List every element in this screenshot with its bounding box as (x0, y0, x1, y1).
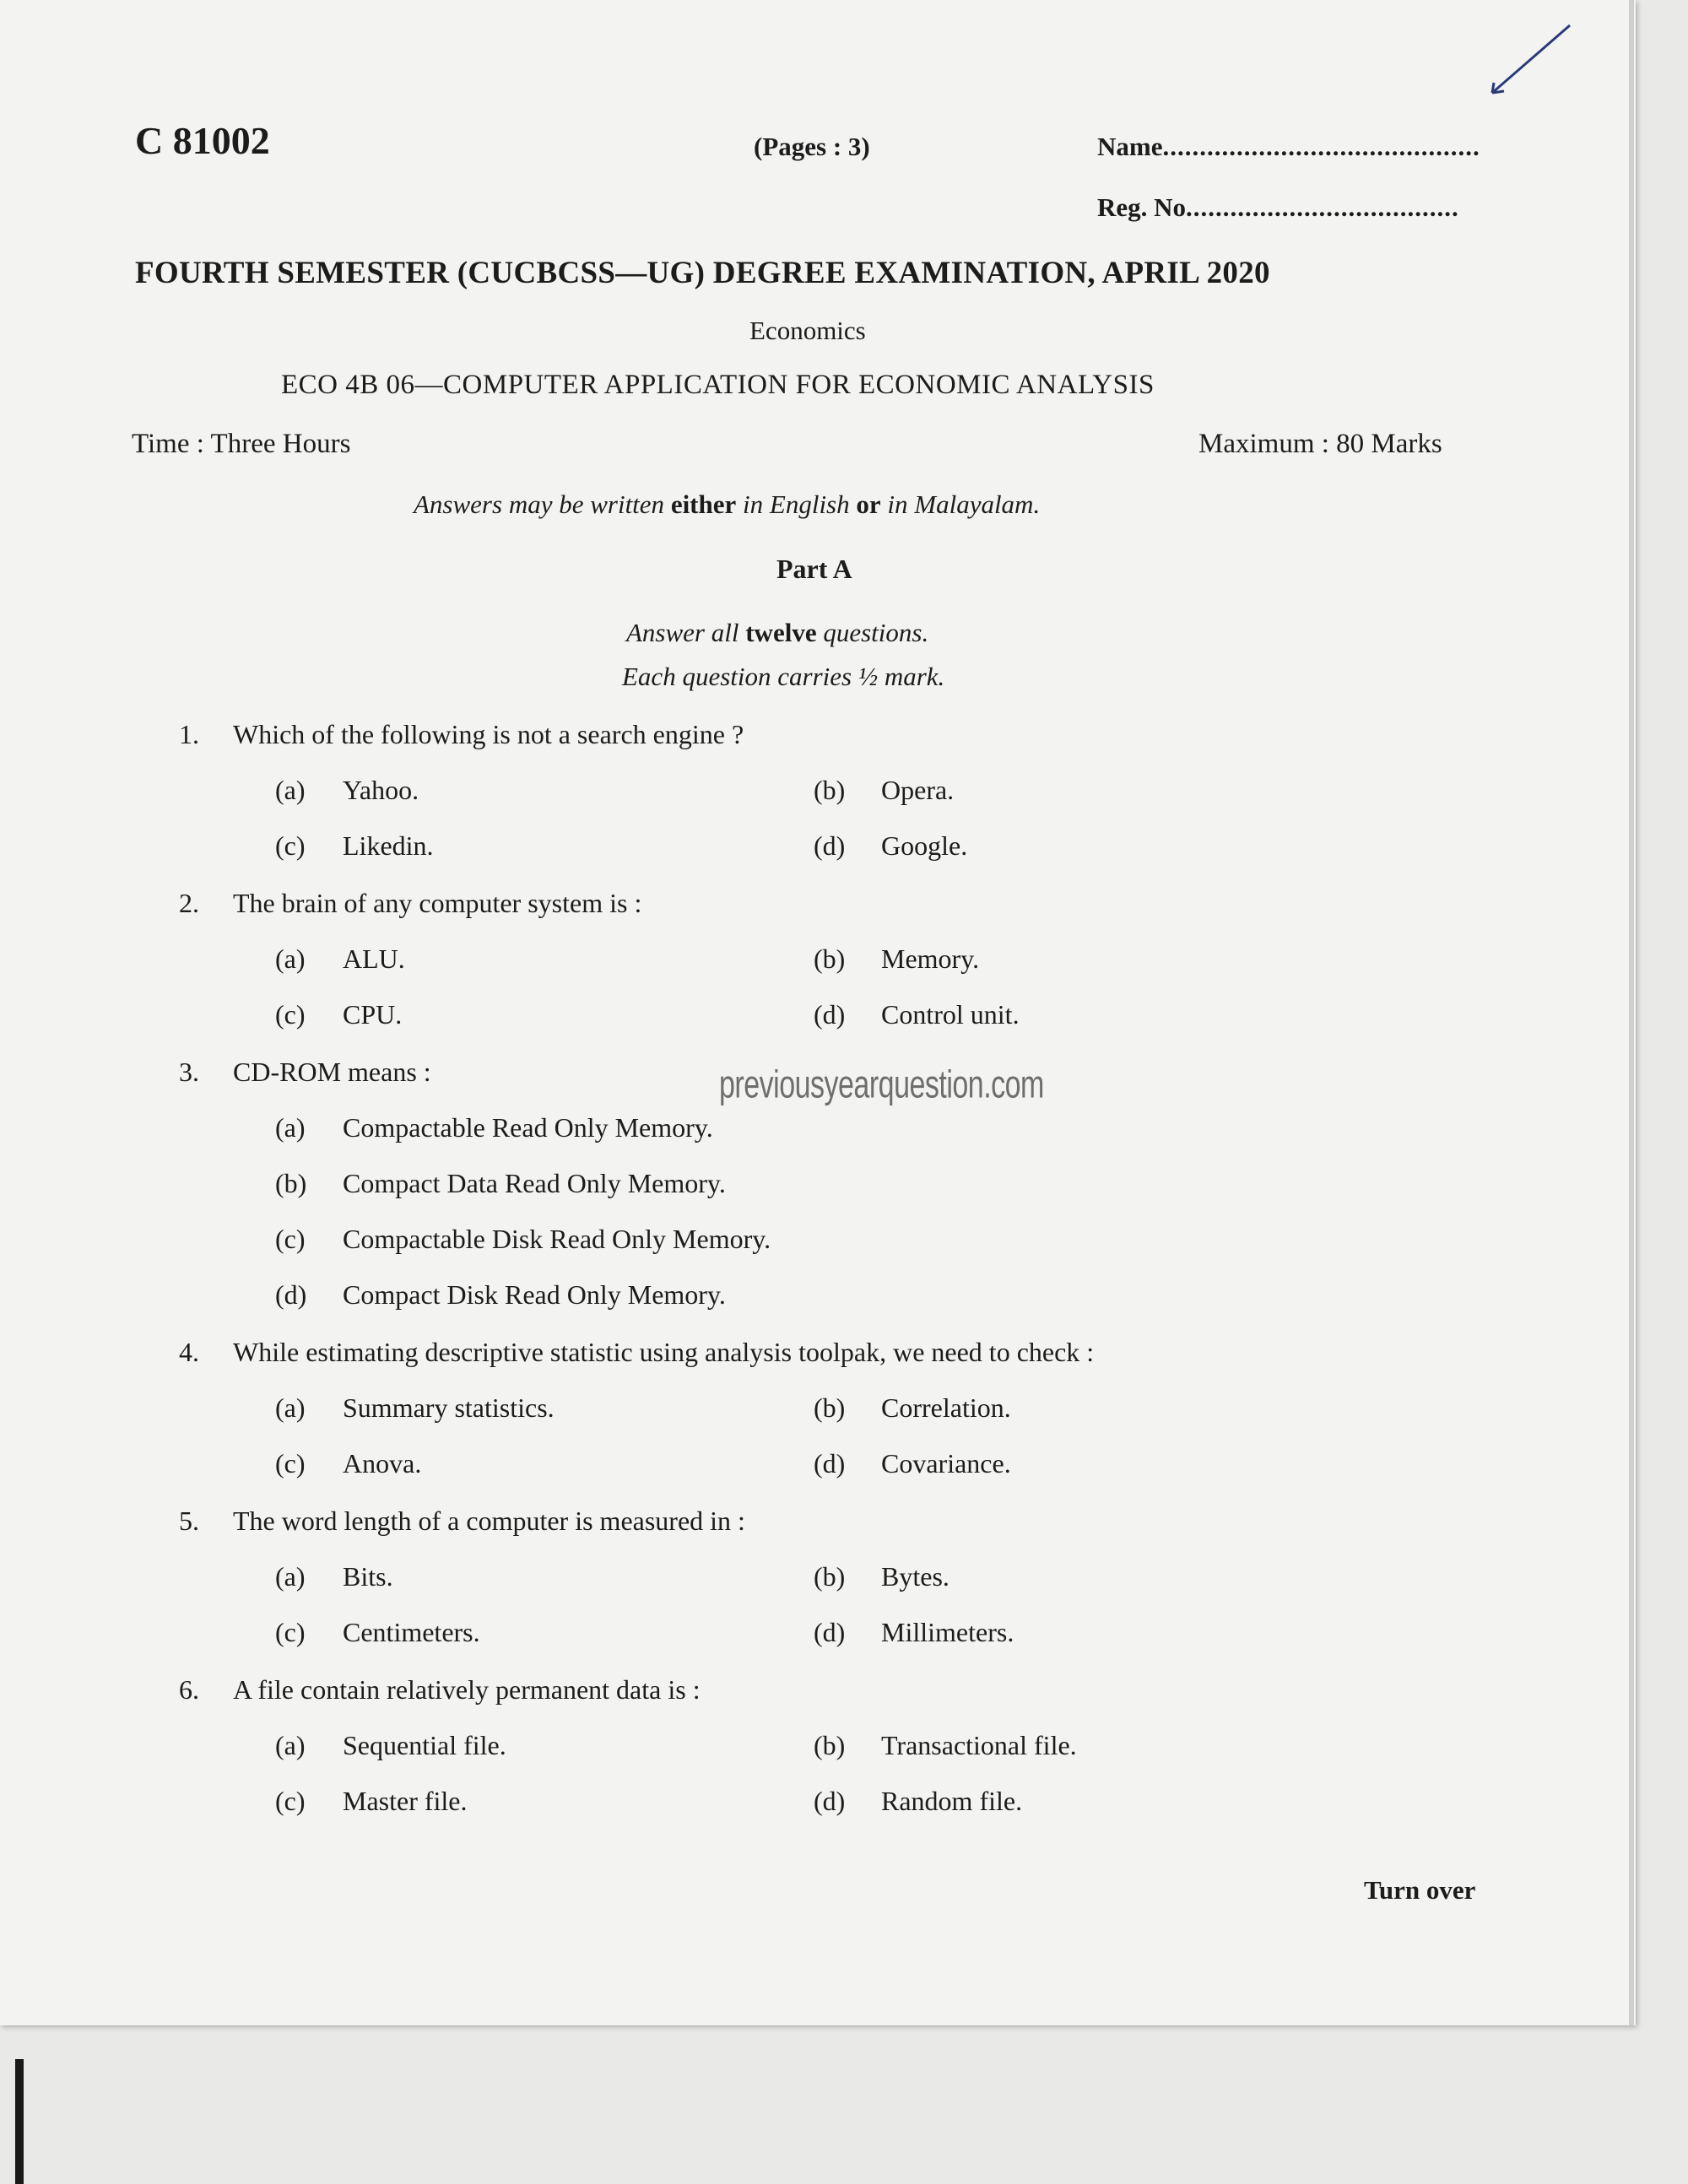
paper-title: ECO 4B 06—COMPUTER APPLICATION FOR ECONOMIC ANALYSIS (281, 370, 1155, 400)
q1-option-b: (b) Opera. (814, 775, 955, 805)
q3-option-c: (c) Compactable Disk Read Only Memory. (275, 1224, 771, 1254)
part-a-heading: Part A (776, 554, 852, 584)
q5-option-b: (b) Bytes. (814, 1561, 950, 1592)
subject: Economics (749, 316, 866, 345)
q2-option-a: (a) ALU. (275, 943, 405, 974)
reg-no-label: Reg. No (1097, 192, 1187, 222)
q1-option-a: (a) Yahoo. (275, 775, 419, 805)
question-text: A file contain relatively permanent data is : (233, 1674, 701, 1705)
q6-option-c: (c) Master file. (275, 1786, 468, 1816)
question-4 (179, 1337, 1094, 1368)
question-5 (179, 1506, 745, 1537)
reg-no-field (1097, 192, 1459, 223)
q3-option-a: (a) Compactable Read Only Memory. (275, 1112, 713, 1143)
q1-option-d: (d) Google. (814, 830, 968, 861)
q5-option-a: (a) Bits. (275, 1561, 393, 1592)
part-a-answer-instruction: Answer all twelve questions. (626, 618, 929, 647)
question-2 (179, 888, 641, 919)
q5-option-d: (d) Millimeters. (814, 1617, 1014, 1647)
question-text: CD-ROM means : (233, 1057, 431, 1087)
q4-option-c: (c) Anova. (275, 1448, 422, 1479)
q3-option-b: (b) Compact Data Read Only Memory. (275, 1168, 726, 1198)
question-number: 3. (179, 1057, 199, 1087)
q6-option-b: (b) Transactional file. (814, 1730, 1077, 1760)
question-number: 6. (179, 1674, 199, 1705)
q4-option-b: (b) Correlation. (814, 1392, 1011, 1423)
paper-code: C 81002 (135, 119, 270, 162)
question-number: 4. (179, 1337, 199, 1367)
q6-option-d: (d) Random file. (814, 1786, 1023, 1816)
question-text: While estimating descriptive statistic using analysis toolpak, we need to check : (233, 1337, 1095, 1367)
turn-over-note: Turn over (1364, 1875, 1476, 1905)
name-label: Name (1097, 132, 1163, 161)
question-text: The brain of any computer system is : (233, 888, 642, 918)
part-a-marks-instruction: Each question carries ½ mark. (622, 662, 945, 691)
q5-option-c: (c) Centimeters. (275, 1617, 480, 1647)
question-6 (179, 1674, 701, 1706)
q4-option-d: (d) Covariance. (814, 1448, 1011, 1479)
question-number: 1. (179, 719, 199, 749)
q2-option-b: (b) Memory. (814, 943, 980, 974)
website-watermark: previousyearquestion.com (719, 1063, 1044, 1107)
q1-option-c: (c) Likedin. (275, 830, 434, 861)
page-count: (Pages : 3) (754, 132, 870, 161)
name-field (1097, 132, 1480, 162)
question-3 (179, 1057, 431, 1088)
question-1 (179, 719, 744, 750)
exam-time: Time : Three Hours (132, 429, 351, 459)
q2-option-c: (c) CPU. (275, 999, 403, 1030)
question-number: 5. (179, 1506, 199, 1536)
question-number: 2. (179, 888, 199, 918)
question-text: Which of the following is not a search engine ? (233, 719, 744, 749)
pen-tick-mark (1485, 20, 1578, 105)
scan-edge-right (1629, 0, 1634, 2025)
q2-option-d: (d) Control unit. (814, 999, 1020, 1030)
scan-edge-left (15, 2059, 24, 2184)
question-text: The word length of a computer is measured in : (233, 1506, 745, 1536)
q6-option-a: (a) Sequential file. (275, 1730, 506, 1760)
reg-no-blank: ..................................... (1186, 192, 1459, 222)
name-blank: ........................................... (1162, 132, 1480, 161)
language-instruction: Answers may be written either in English or in Malayalam. (414, 489, 1041, 519)
q3-option-d: (d) Compact Disk Read Only Memory. (275, 1279, 726, 1310)
q4-option-a: (a) Summary statistics. (275, 1392, 555, 1423)
exam-title: FOURTH SEMESTER (CUCBCSS—UG) DEGREE EXAMINATION, APRIL 2020 (135, 256, 1270, 290)
maximum-marks: Maximum : 80 Marks (1198, 429, 1442, 459)
